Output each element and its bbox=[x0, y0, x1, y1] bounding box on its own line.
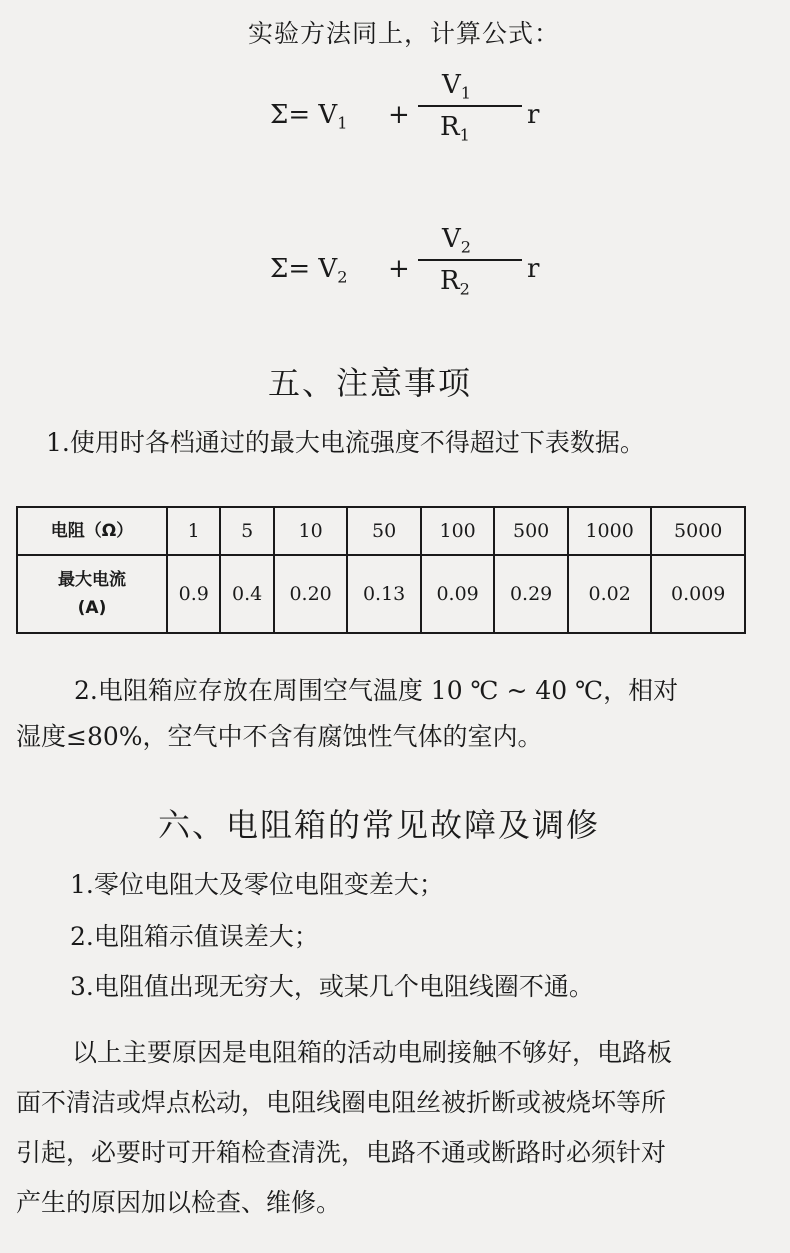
formula-1-numerator: $V_1$ bbox=[442, 70, 472, 103]
formula-2-r: r bbox=[527, 254, 540, 284]
section-6-items bbox=[70, 862, 790, 1010]
resistance-cell: 1000 bbox=[568, 507, 652, 555]
formula-1-r: r bbox=[527, 100, 540, 130]
row-header-resistance: 电阻（Ω） bbox=[17, 507, 167, 555]
intro-text: 实验方法同上，计算公式： bbox=[248, 19, 561, 48]
resistance-cell: 10 bbox=[274, 507, 348, 555]
resistance-cell: 500 bbox=[494, 507, 568, 555]
current-cell: 0.20 bbox=[274, 555, 348, 633]
table-row-resistance bbox=[17, 507, 745, 555]
fault-item-1: 1.零位电阻大及零位电阻变差大； bbox=[70, 870, 444, 899]
current-cell: 0.4 bbox=[220, 555, 273, 633]
section-5-item-1: 1.使用时各档通过的最大电流强度不得超过下表数据。 bbox=[46, 428, 645, 457]
resistance-cell: 50 bbox=[347, 507, 421, 555]
formula-1 bbox=[270, 70, 570, 150]
max-current-table bbox=[16, 506, 746, 634]
resistance-cell: 5 bbox=[220, 507, 273, 555]
formula-2-lhs: $\Sigma= V_2$ bbox=[270, 254, 348, 287]
section-5-item-2: 2.电阻箱应存放在周围空气温度 10 ℃ ~ 40 ℃，相对 湿度≤80%，空气中不含有腐蚀性气体的室内。 bbox=[16, 676, 679, 751]
current-cell: 0.13 bbox=[347, 555, 421, 633]
resistance-cell: 5000 bbox=[651, 507, 745, 555]
current-cell: 0.02 bbox=[568, 555, 652, 633]
table-row-max-current bbox=[17, 555, 745, 633]
section-6-title: 六、电阻箱的常见故障及调修 bbox=[158, 806, 601, 844]
formula-2-denominator: $R_2$ bbox=[440, 266, 470, 299]
formula-2-plus: + bbox=[388, 254, 410, 284]
current-cell: 0.09 bbox=[421, 555, 495, 633]
resistance-cell: 100 bbox=[421, 507, 495, 555]
current-cell: 0.009 bbox=[651, 555, 745, 633]
formula-1-lhs: $\Sigma= V_1$ bbox=[270, 100, 348, 133]
formula-1-fraction-bar bbox=[418, 105, 522, 107]
current-cell: 0.29 bbox=[494, 555, 568, 633]
formula-2 bbox=[270, 224, 570, 304]
section-6-cause-paragraph: 以上主要原因是电阻箱的活动电刷接触不够好，电路板 面不清洁或焊点松动，电阻线圈电阻丝被折断或被烧坏等所 引起，必要时可开箱检查清洗，电路不通或断路时必须针对 产生的原因加以检查、维修。 bbox=[16, 1038, 673, 1217]
row-header-max-current: 最大电流 (A) bbox=[17, 555, 167, 633]
formula-2-numerator: $V_2$ bbox=[442, 224, 472, 257]
formula-1-plus: + bbox=[388, 100, 410, 130]
resistance-cell: 1 bbox=[167, 507, 220, 555]
fault-item-2: 2.电阻箱示值误差大； bbox=[70, 922, 319, 951]
section-5-title: 五、注意事项 bbox=[268, 364, 473, 402]
current-cell: 0.9 bbox=[167, 555, 220, 633]
formula-1-denominator: $R_1$ bbox=[440, 112, 470, 145]
fault-item-3: 3.电阻值出现无穷大，或某几个电阻线圈不通。 bbox=[70, 972, 594, 1001]
formula-2-fraction-bar bbox=[418, 259, 522, 261]
